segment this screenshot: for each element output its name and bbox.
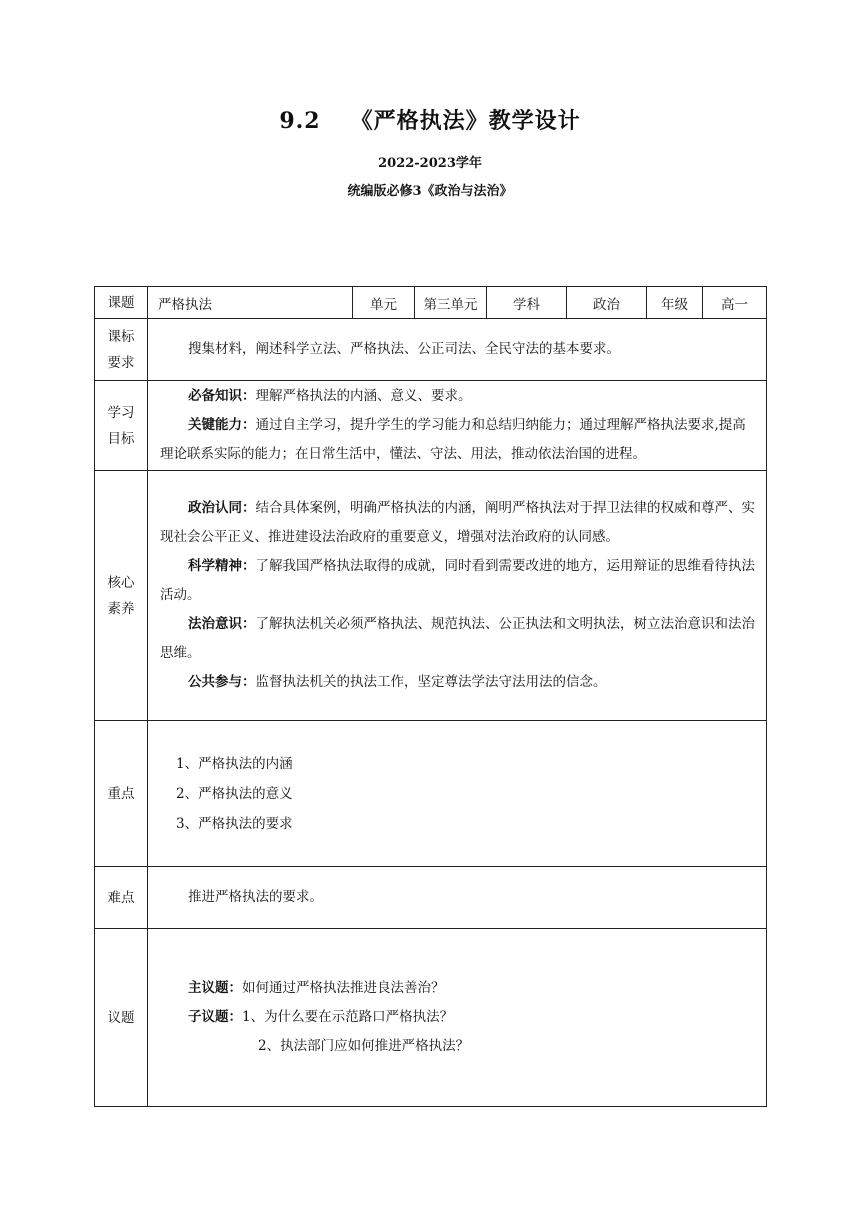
key-point-item: 3、严格执法的要求 bbox=[176, 815, 293, 832]
difficulty-text: 推进严格执法的要求。 bbox=[188, 889, 323, 905]
sub-issue: 子议题：1、为什么要在示范路口严格执法？ bbox=[188, 1009, 454, 1025]
key-points-label: 重点 bbox=[95, 721, 148, 867]
textbook-name: 统编版必修3《政治与法治》 bbox=[347, 184, 513, 199]
info-row bbox=[95, 287, 767, 319]
core-row bbox=[95, 471, 767, 721]
difficulty-content bbox=[148, 867, 767, 929]
core-label: 核心 素养 bbox=[95, 471, 148, 721]
main-issue: 主议题：如何通过严格执法推进良法善治？ bbox=[188, 980, 445, 996]
topic-label: 课题 bbox=[95, 287, 148, 319]
lesson-plan-table bbox=[94, 286, 767, 1107]
standard-row bbox=[95, 319, 767, 381]
unit-value: 第三单元 bbox=[415, 287, 487, 319]
key-points-row bbox=[95, 721, 767, 867]
sub-issue: 2、执法部门应如何推进严格执法？ bbox=[258, 1038, 470, 1054]
standard-label: 课标 要求 bbox=[95, 319, 148, 381]
objectives-row bbox=[95, 381, 767, 471]
page-title bbox=[0, 104, 860, 135]
objective-item: 必备知识：理解严格执法的内涵、意义、要求。 bbox=[188, 388, 472, 404]
key-point-item: 1、严格执法的内涵 bbox=[176, 755, 293, 772]
school-year: 2022-2023学年 bbox=[378, 156, 482, 171]
lesson-number: 9.2 bbox=[279, 108, 321, 134]
issue-label: 议题 bbox=[95, 929, 148, 1107]
core-item: 科学精神：了解我国严格执法取得的成就，同时看到需要改进的地方，运用辩证的思维看待执法活动。 bbox=[160, 558, 755, 603]
objectives-content bbox=[148, 381, 767, 471]
topic-value: 严格执法 bbox=[148, 287, 353, 319]
grade-value: 高一 bbox=[703, 287, 767, 319]
issue-row bbox=[95, 929, 767, 1107]
core-item: 政治认同：结合具体案例，明确严格执法的内涵，阐明严格执法对于捍卫法律的权威和尊严、实现社会公平正义、推进建设法治政府的重要意义，增强对法治政府的认同感。 bbox=[160, 500, 755, 545]
core-item: 法治意识：了解执法机关必须严格执法、规范执法、公正执法和文明执法，树立法治意识和法治思维。 bbox=[160, 616, 755, 661]
key-points-content bbox=[148, 721, 767, 867]
standard-text: 搜集材料，阐述科学立法、严格执法、公正司法、全民守法的基本要求。 bbox=[148, 319, 767, 381]
grade-label: 年级 bbox=[647, 287, 703, 319]
difficulty-row bbox=[95, 867, 767, 929]
subject-value: 政治 bbox=[567, 287, 647, 319]
key-point-item: 2、严格执法的意义 bbox=[176, 785, 293, 802]
core-content bbox=[148, 471, 767, 721]
difficulty-label: 难点 bbox=[95, 867, 148, 929]
objectives-label: 学习 目标 bbox=[95, 381, 148, 471]
subject-label: 学科 bbox=[487, 287, 567, 319]
issue-content bbox=[148, 929, 767, 1107]
objective-item: 关键能力：通过自主学习，提升学生的学习能力和总结归纳能力；通过理解严格执法要求,提高理论联系实际的能力；在日常生活中，懂法、守法、用法，推动依法治国的进程。 bbox=[160, 417, 746, 462]
lesson-title: 《严格执法》教学设计 bbox=[350, 108, 581, 134]
core-item: 公共参与：监督执法机关的执法工作，坚定尊法学法守法用法的信念。 bbox=[188, 674, 607, 690]
unit-label: 单元 bbox=[353, 287, 415, 319]
